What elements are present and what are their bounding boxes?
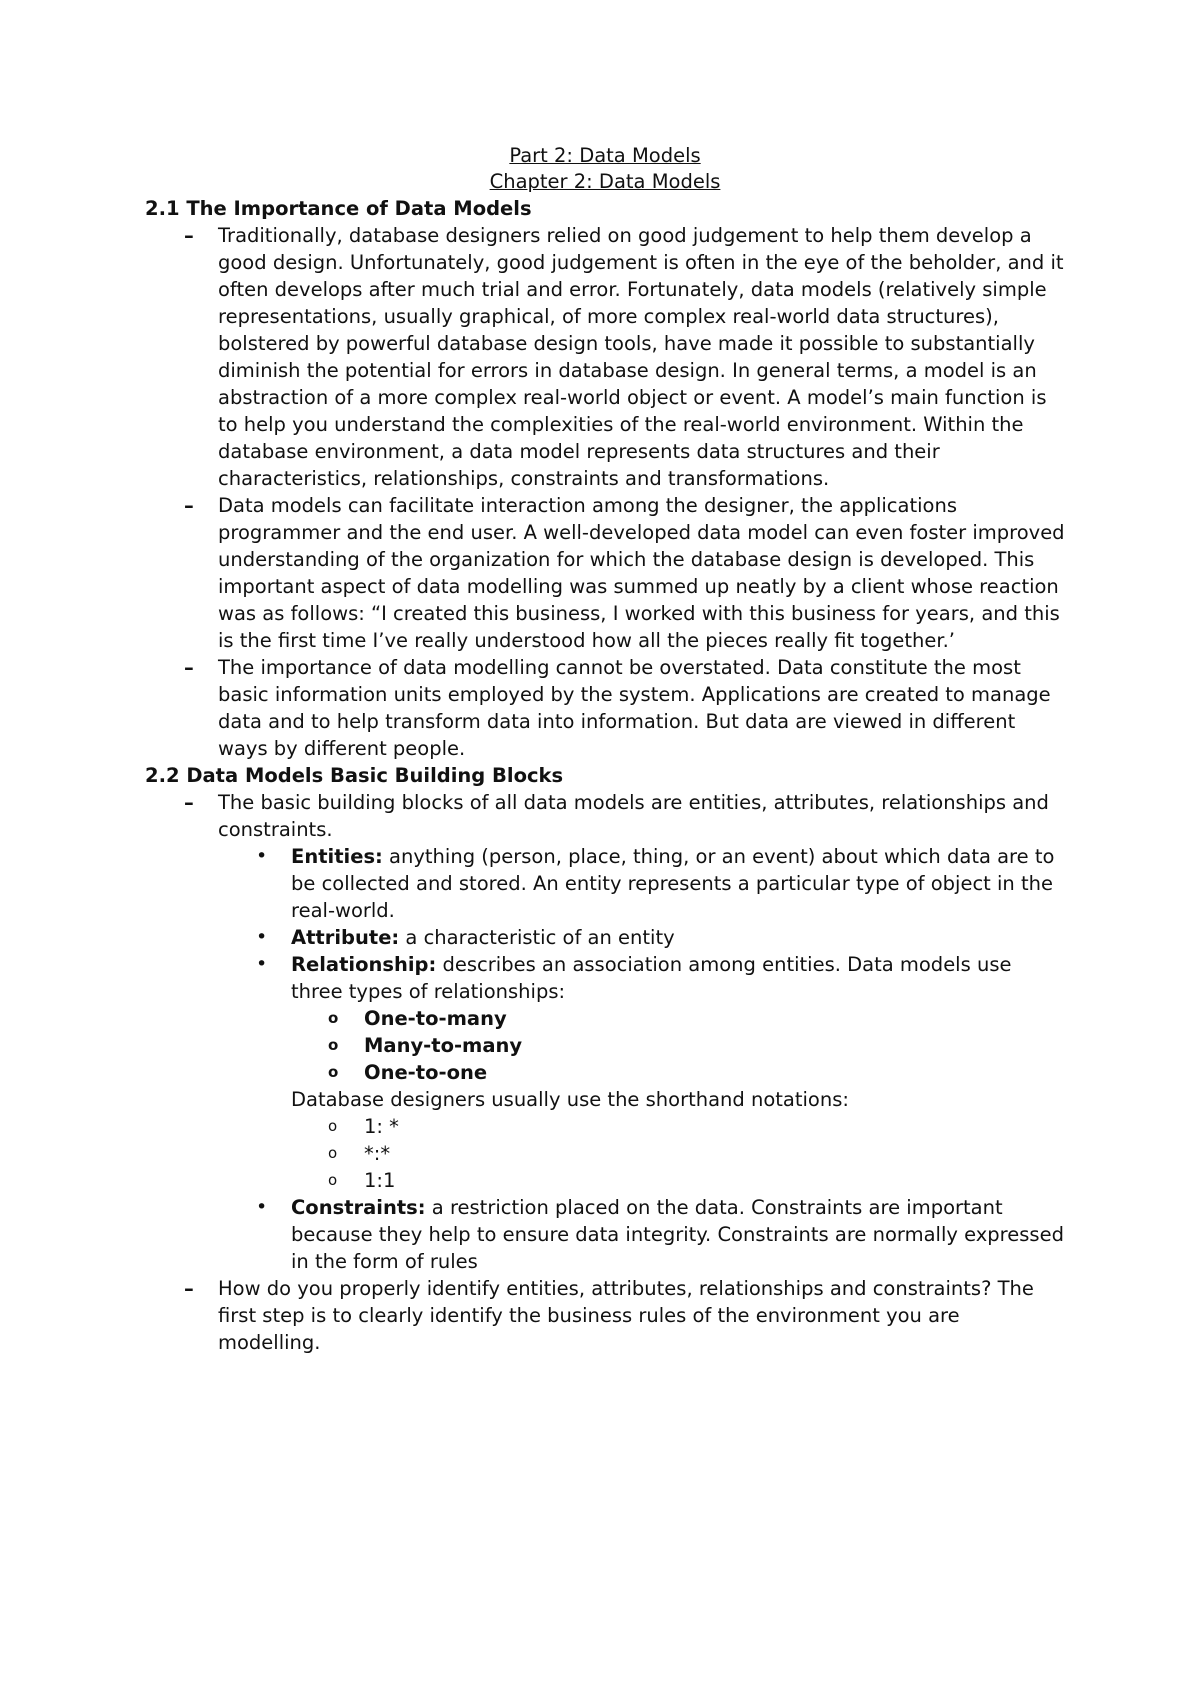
relationship-type-label: One-to-one xyxy=(364,1061,488,1084)
circle-bullet-icon: o xyxy=(328,1171,338,1189)
dash-bullet-icon: – xyxy=(184,224,194,247)
circle-bullet-icon: o xyxy=(328,1063,339,1081)
notation-label: 1:1 xyxy=(364,1169,396,1192)
part-title: Part 2: Data Models xyxy=(509,144,701,167)
bullet-dot-icon: • xyxy=(256,1196,268,1218)
dash-bullet-icon: – xyxy=(184,656,194,679)
importance-paragraph-2 xyxy=(145,492,1065,654)
bullet-dot-icon: • xyxy=(256,953,268,975)
term-constraints: Constraints: xyxy=(291,1196,426,1219)
definition-relationship: describes an association among entities. Data models use three types of relationships: xyxy=(291,953,1012,1003)
circle-bullet-icon: o xyxy=(328,1144,338,1162)
definition-attribute: a characteristic of an entity xyxy=(399,926,675,949)
list-item-attribute xyxy=(218,924,1065,951)
bullet-dot-icon: • xyxy=(256,926,268,948)
bullet-dot-icon: • xyxy=(256,845,268,867)
paragraph-text: How do you properly identify entities, attributes, relationships and constraints? The first step is to clearly identify the business rules of the environment you are modelling. xyxy=(218,1277,1034,1354)
document-page xyxy=(145,143,1065,1356)
list-item-entities xyxy=(218,843,1065,924)
section-heading-importance: 2.1 The Importance of Data Models xyxy=(145,197,532,220)
building-blocks-closing xyxy=(145,1275,1065,1356)
building-blocks-intro xyxy=(145,789,1065,1275)
circle-bullet-icon: o xyxy=(328,1036,339,1054)
dash-bullet-icon: – xyxy=(184,791,194,814)
notation-label: 1: * xyxy=(364,1115,399,1138)
dash-bullet-icon: – xyxy=(184,1277,194,1300)
paragraph-text: Traditionally, database designers relied on good judgement to help them develop a good design. Unfortunately, good judgement is often in the eye of the beholder, and it often develops after much trial and error. Fortunately, data models (relatively simple representations, usually graphical, of more complex real-world data structures), bolstered by powerful database design tools, have made it possible to substantially diminish the potential for errors in database design. In general terms, a model is an abstraction of a more complex real-world object or event. A model’s main function is to help you understand the complexities of the real-world environment. Within the database environment, a data model represents data structures and their characteristics, relationships, constraints and transformations. xyxy=(218,224,1064,490)
definition-entities: anything (person, place, thing, or an event) about which data are to be collected and stored. An entity represents a particular type of object in the real-world. xyxy=(291,845,1055,922)
term-entities: Entities: xyxy=(291,845,383,868)
list-item-relationship xyxy=(218,951,1065,1194)
list-item-constraints xyxy=(218,1194,1065,1275)
definition-constraints: a restriction placed on the data. Constraints are important because they help to ensure data integrity. Constraints are normally expressed in the form of rules xyxy=(291,1196,1064,1273)
paragraph-text: Data models can facilitate interaction among the designer, the applications programmer and the end user. A well-developed data model can even foster improved understanding of the organization for which the database design is developed. This important aspect of data modelling was summed up neatly by a client whose reaction was as follows: “I created this business, I worked with this business for years, and this is the first time I’ve really understood how all the pieces really fit together.’ xyxy=(218,494,1065,652)
notation-intro: Database designers usually use the shorthand notations: xyxy=(291,1088,849,1111)
building-blocks-list xyxy=(218,843,1065,1275)
paragraph-text: The importance of data modelling cannot be overstated. Data constitute the most basic information units employed by the system. Applications are created to manage data and to help transform data into information. But data are viewed in different ways by different people. xyxy=(218,656,1051,760)
term-attribute: Attribute: xyxy=(291,926,400,949)
chapter-title: Chapter 2: Data Models xyxy=(489,170,721,193)
circle-bullet-icon: o xyxy=(328,1117,338,1135)
relationship-type-label: Many-to-many xyxy=(364,1034,523,1057)
circle-bullet-icon: o xyxy=(328,1009,339,1027)
relationship-type-many-to-many xyxy=(291,1032,1065,1059)
importance-paragraph-1 xyxy=(145,222,1065,492)
dash-bullet-icon: – xyxy=(184,494,194,517)
paragraph-text: The basic building blocks of all data models are entities, attributes, relationships and constraints. xyxy=(218,791,1049,841)
relationship-type-one-to-one xyxy=(291,1059,1065,1086)
notation-label: *:* xyxy=(364,1142,391,1165)
term-relationship: Relationship: xyxy=(291,953,437,976)
notation-one-to-many xyxy=(291,1113,1065,1140)
section-heading-building-blocks: 2.2 Data Models Basic Building Blocks xyxy=(145,764,564,787)
notation-one-to-one xyxy=(291,1167,1065,1194)
relationship-type-label: One-to-many xyxy=(364,1007,507,1030)
importance-paragraph-3 xyxy=(145,654,1065,762)
relationship-type-one-to-many xyxy=(291,1005,1065,1032)
notation-many-to-many xyxy=(291,1140,1065,1167)
